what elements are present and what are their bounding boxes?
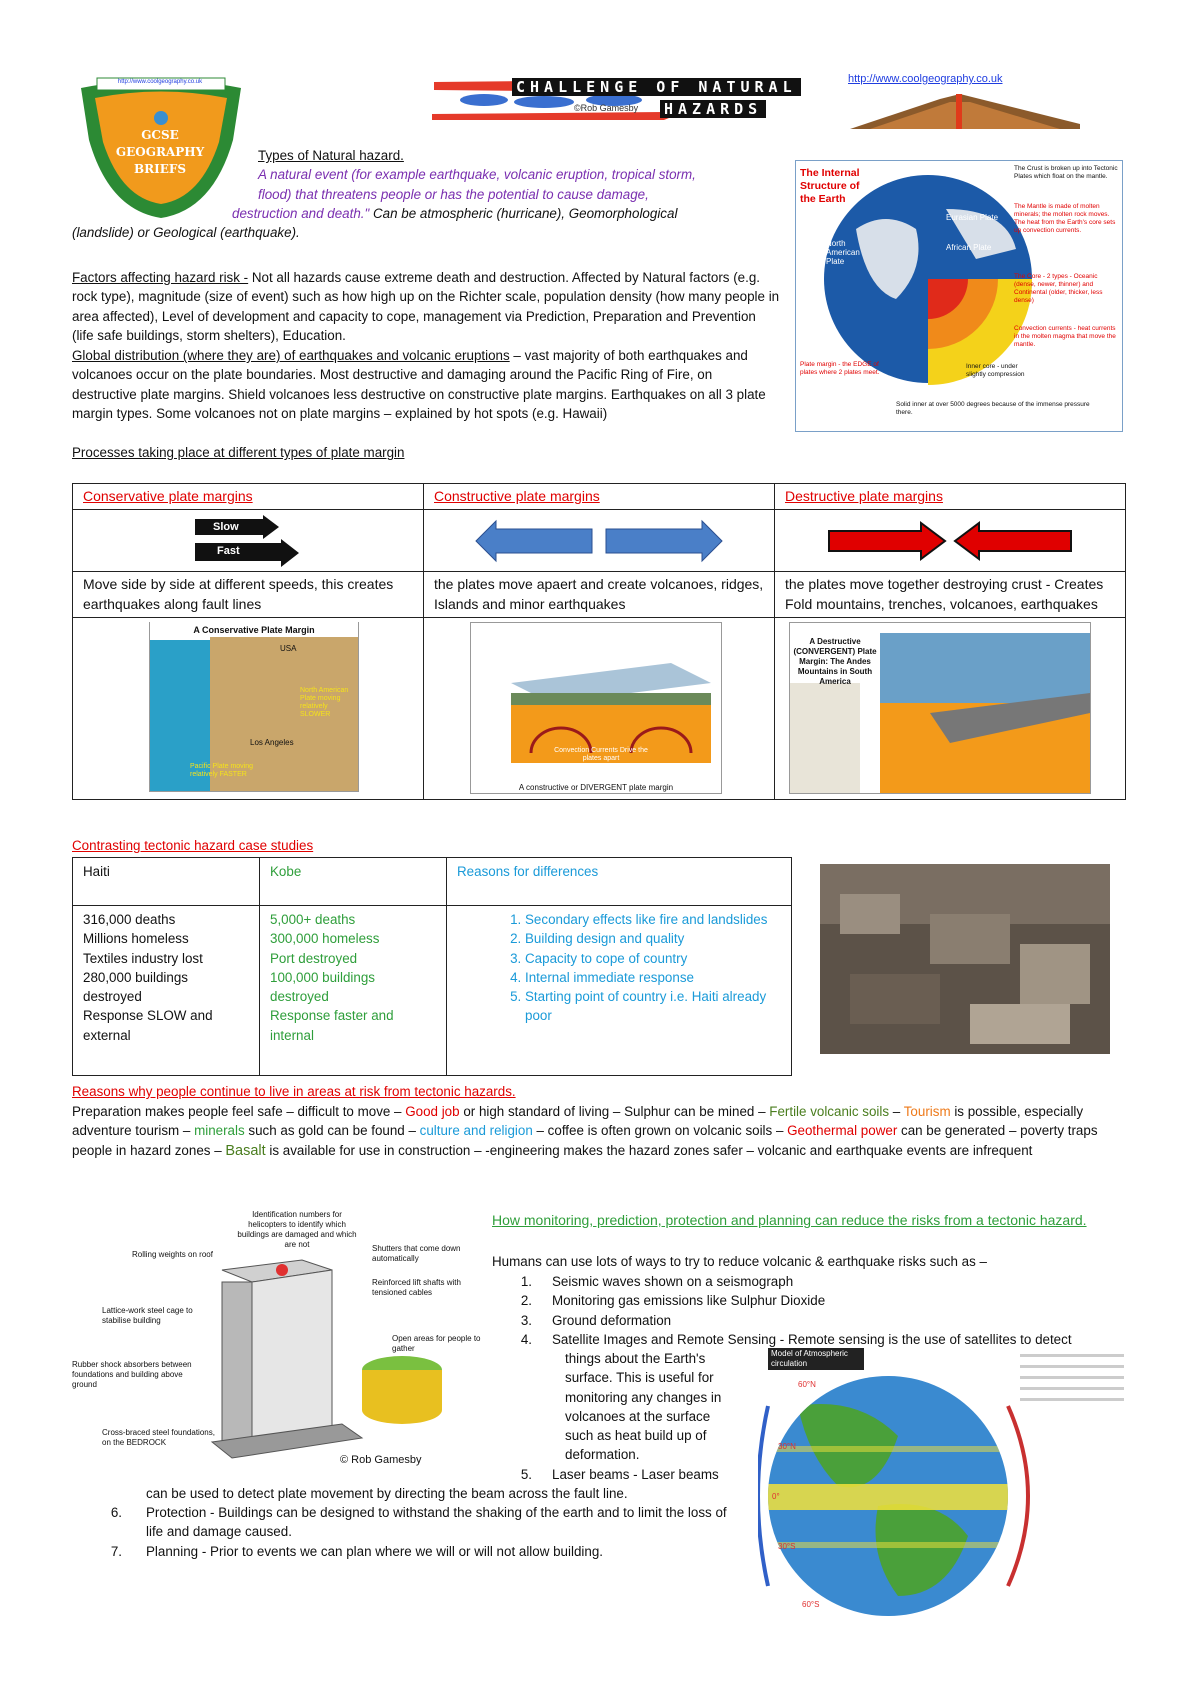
why-live-text: –	[889, 1104, 904, 1119]
latitude-60n: 60°N	[798, 1380, 816, 1389]
factors-heading: Factors affecting hazard risk -	[72, 270, 249, 285]
slow-fast-arrows-icon	[193, 515, 303, 567]
earth-structure-diagram	[795, 160, 1123, 432]
hazard-definition-line-2: flood) that threatens people or has the potential to cause damage,	[258, 186, 649, 202]
item-number: 2.	[520, 1293, 532, 1309]
constructive-caption: A constructive or DIVERGENT plate margin	[518, 782, 674, 792]
building-label-open-areas: Open areas for people to gather	[392, 1334, 481, 1353]
item-number: 7.	[110, 1543, 122, 1559]
reason-item: 5. Starting point of country i.e. Haiti already poor	[525, 987, 781, 1026]
hazard-categories-end: (landslide) or Geological (earthquake).	[72, 225, 300, 240]
item4-continuation	[565, 1349, 765, 1465]
item-text: Monitoring gas emissions like Sulphur Dioxide	[552, 1293, 826, 1309]
building-label-rolling-weights: Rolling weights on roof	[132, 1250, 213, 1259]
haiti-fact: Textiles industry lost	[83, 950, 203, 966]
earth-label-eurasian: Eurasian Plate	[946, 213, 999, 222]
item4-line: surface. This is useful for	[565, 1370, 714, 1386]
minerals-term: minerals	[194, 1123, 245, 1139]
conservative-image-cell	[73, 617, 424, 799]
reason-item: 1. Secondary effects like fire and landslides	[525, 910, 781, 929]
why-live-paragraph	[72, 1102, 1128, 1161]
haiti-fact: Response SLOW and external	[83, 1008, 213, 1043]
why-live-text: is available for use in construction – -engineering makes the hazard zones safer – volcanic and earthquake events are infrequent	[265, 1142, 1033, 1158]
converging-arrows-icon	[825, 521, 1075, 561]
distribution-paragraph	[72, 346, 780, 423]
earth-note-6: Inner core - under slightly compression	[966, 363, 1025, 378]
constructive-image-cell	[424, 617, 775, 799]
earth-note-3: The Core - 2 types - Oceanic (dense, newer, thinner) and Continental (older, thicker, less dense)	[1014, 273, 1103, 304]
item-number: 6.	[110, 1505, 122, 1520]
earth-note-1: The Crust is broken up into Tectonic Plates which float on the mantle.	[1014, 165, 1118, 180]
hazard-definition-line-1: A natural event (for example earthquake, volcanic eruption, tropical storm,	[258, 167, 696, 183]
latitude-30s: 30°S	[778, 1542, 796, 1551]
haiti-facts	[73, 906, 260, 1076]
reasons-list	[491, 910, 781, 1026]
item4-line: deformation.	[565, 1447, 640, 1463]
building-label-shock-absorbers: Rubber shock absorbers between foundations and building above ground	[72, 1360, 192, 1389]
case-studies-table	[72, 857, 792, 1076]
item-text: Planning - Prior to events we can plan where we will or will not allow building.	[146, 1543, 603, 1559]
building-label-lift-shafts: Reinforced lift shafts with tensioned cables	[372, 1278, 461, 1297]
item-number: 3.	[520, 1312, 532, 1328]
item4-line: things about the Earth's	[565, 1351, 706, 1366]
hazard-types-heading: Types of Natural hazard.	[258, 148, 404, 163]
why-live-text: – coffee is often grown on volcanic soils –	[532, 1123, 788, 1139]
earth-note-7: Solid inner at over 5000 degrees because of the immense pressure there.	[896, 401, 1090, 416]
reason-item: 4. Internal immediate response	[525, 968, 781, 987]
earth-label-african: African Plate	[946, 243, 992, 252]
monitoring-item	[72, 1542, 742, 1561]
why-live-text: is possible, especially adventure tourism –	[72, 1104, 1084, 1139]
item-text: Laser beams - Laser beams	[552, 1467, 719, 1482]
earthquake-damage-photo	[820, 864, 1110, 1054]
brief-logo-url: http://www.coolgeography.co.uk	[117, 79, 203, 85]
item-text: Seismic waves shown on a seismograph	[552, 1274, 794, 1289]
monitoring-list-lower	[72, 1503, 742, 1561]
haiti-fact: 316,000 deaths	[83, 912, 176, 927]
coolgeography-link[interactable]: http://www.coolgeography.co.uk	[848, 73, 1003, 85]
volcano-cross-section-icon	[850, 84, 1080, 129]
slow-label: Slow	[213, 521, 239, 534]
reason-item: 3. Capacity to cope of country	[525, 949, 781, 968]
kobe-header: Kobe	[260, 858, 447, 906]
haiti-header: Haiti	[73, 858, 260, 906]
kobe-fact: 100,000 buildings destroyed	[270, 969, 375, 1005]
earthquake-proof-building-diagram	[72, 1210, 492, 1478]
monitoring-item	[492, 1272, 1140, 1291]
hazard-definition-line-3: destruction and death."	[232, 206, 370, 221]
factors-paragraph	[72, 268, 780, 345]
tourism-term: Tourism	[903, 1104, 951, 1119]
item5-line	[492, 1465, 792, 1484]
constructive-margin-image	[470, 622, 722, 794]
constructive-convection-label: Convection Currents Drive the plates apart	[554, 746, 648, 762]
destructive-margin-image	[789, 622, 1091, 794]
conservative-margin-image	[149, 622, 359, 792]
destructive-description: the plates move together destroying crust - Creates Fold mountains, trenches, volcanoes, earthquakes	[775, 572, 1126, 618]
item-number: 5.	[520, 1467, 532, 1482]
latitude-30n: 30°N	[778, 1442, 796, 1451]
why-live-text: such as gold can be found –	[244, 1123, 420, 1139]
latitude-0: 0°	[772, 1492, 780, 1501]
item4-line: monitoring any changes in	[565, 1389, 722, 1405]
building-label-foundations: Cross-braced steel foundations, on the BEDROCK	[102, 1428, 215, 1447]
processes-heading: Processes taking place at different types of plate margin	[72, 445, 405, 460]
culture-term: culture and religion	[419, 1123, 533, 1139]
geothermal-term: Geothermal power	[787, 1123, 898, 1139]
constructive-description: the plates move apaert and create volcanoes, ridges, Islands and minor earthquakes	[424, 572, 775, 618]
brief-logo-line-1: GCSE	[141, 128, 179, 142]
case-studies-heading: Contrasting tectonic hazard case studies	[72, 838, 314, 853]
item-text: Satellite Images and Remote Sensing - Remote sensing is the use of satellites to detect	[552, 1331, 1072, 1347]
globe-notes-panel	[1020, 1346, 1124, 1546]
building-label-lattice-cage: Lattice-work steel cage to stabilise building	[102, 1306, 193, 1325]
latitude-60s: 60°S	[802, 1600, 820, 1609]
monitoring-heading: How monitoring, prediction, protection and planning can reduce the risks from a tectonic hazard.	[492, 1212, 1087, 1228]
earth-note-2: The Mantle is made of molten minerals; the molten rock moves. The heat from the Earth's core sets up convection currents.	[1014, 203, 1116, 234]
conservative-header: Conservative plate margins	[73, 484, 424, 510]
monitoring-item	[492, 1311, 1140, 1330]
hazard-categories: Can be atmospheric (hurricane), Geomorphological	[369, 206, 678, 221]
constructive-arrow-cell	[424, 510, 775, 572]
reasons-list-cell	[447, 906, 792, 1076]
distribution-text: – vast majority of both earthquakes and volcanoes occur on the plate boundaries. Most destructive and damaging around the Pacific Ring of Fire, on destructive plate margins. Shield volcanoes less destructive on constructive plate margins. Earthquakes on all 3 plate margin types. Some volcanoes not on plate margins – explained by hot spots (e.g. Hawaii)	[72, 348, 766, 421]
label-los-angeles: Los Angeles	[250, 737, 294, 747]
reasons-header: Reasons for differences	[447, 858, 792, 906]
earth-note-4: Convection currents - heat currents in the molten magma that move the mantle.	[1014, 325, 1116, 348]
monitoring-item	[72, 1503, 742, 1542]
good-job-term: Good job	[405, 1104, 460, 1119]
building-credit: © Rob Gamesby	[340, 1454, 422, 1466]
item4-line: volcanoes at the surface	[565, 1408, 711, 1424]
monitoring-item	[492, 1291, 1140, 1310]
banner-credit: ©Rob Gamesby	[574, 103, 639, 113]
brief-logo-line-2: GEOGRAPHY	[115, 145, 205, 159]
fast-label: Fast	[217, 545, 240, 558]
kobe-facts	[260, 906, 447, 1076]
kobe-fact: 5,000+ deaths	[270, 912, 356, 927]
reason-item: 2. Building design and quality	[525, 929, 781, 948]
destructive-image-cell	[775, 617, 1126, 799]
why-live-text: Preparation makes people feel safe – difficult to move –	[72, 1104, 406, 1119]
label-pacific-plate: Pacific Plate moving relatively FASTER	[190, 762, 254, 778]
conservative-arrow-cell	[73, 510, 424, 572]
conservative-description: Move side by side at different speeds, this creates earthquakes along fault lines	[73, 572, 424, 618]
item-text: Protection - Buildings can be designed to withstand the shaking of the earth and to limit the loss of life and damage caused.	[146, 1505, 727, 1540]
diverging-arrows-icon	[474, 519, 724, 563]
monitoring-list	[492, 1272, 1140, 1349]
item-number: 1.	[520, 1274, 532, 1289]
kobe-fact: Port destroyed	[270, 950, 358, 966]
why-live-text: or high standard of living – Sulphur can be mined –	[459, 1104, 770, 1119]
banner-title-line-1: CHALLENGE OF NATURAL	[512, 78, 801, 96]
conservative-caption: A Conservative Plate Margin	[150, 621, 358, 640]
fertile-soils-term: Fertile volcanic soils	[769, 1104, 890, 1119]
why-live-text: can be generated – poverty traps people in hazard zones –	[72, 1123, 1098, 1158]
haiti-fact: Millions homeless	[83, 931, 189, 947]
building-label-id-numbers: Identification numbers for helicopters to identify which buildings are damaged and which are not	[237, 1210, 357, 1249]
item4-line: such as heat build up of	[565, 1428, 707, 1444]
label-north-american-plate: North American Plate moving relatively SLOWER	[300, 686, 349, 718]
constructive-header: Constructive plate margins	[424, 484, 775, 510]
destructive-arrow-cell	[775, 510, 1126, 572]
kobe-fact: Response faster and internal	[270, 1008, 394, 1043]
kobe-fact: 300,000 homeless	[270, 931, 380, 947]
haiti-fact: 280,000 buildings destroyed	[83, 969, 188, 1005]
banner-title-line-2: HAZARDS	[660, 100, 766, 118]
distribution-heading: Global distribution (where they are) of earthquakes and volcanic eruptions	[72, 348, 510, 363]
earth-label-north-american: North American Plate	[826, 239, 860, 266]
earth-diagram-title: The Internal Structure of the Earth	[800, 167, 860, 205]
atmospheric-circulation-diagram	[758, 1346, 1126, 1636]
earth-note-5: Plate margin - the EDGE of plates where 2 plates meet.	[800, 361, 880, 376]
building-label-shutters: Shutters that come down automatically	[372, 1244, 461, 1263]
item-number: 4.	[520, 1331, 532, 1347]
monitoring-intro: Humans can use lots of ways to try to reduce volcanic & earthquake risks such as –	[492, 1254, 987, 1269]
item-text: Ground deformation	[552, 1312, 672, 1328]
label-usa: USA	[280, 643, 297, 653]
factors-text: Not all hazards cause extreme death and destruction. Affected by Natural factors (e.g. rock type), magnitude (size of event) such as how high up on the Richter scale, population density (how many people in area affected), Level of development and capacity to cope, management via Prediction, Preparation and Prevention (life safe buildings, storm shelters), Education.	[72, 270, 780, 343]
item5-continuation: can be used to detect plate movement by directing the beam across the fault line.	[146, 1486, 628, 1501]
why-live-heading: Reasons why people continue to live in areas at risk from tectonic hazards.	[72, 1084, 516, 1099]
basalt-term: Basalt	[225, 1142, 266, 1159]
brief-logo-line-3: BRIEFS	[133, 162, 187, 176]
destructive-header: Destructive plate margins	[775, 484, 1126, 510]
destructive-caption: A Destructive (CONVERGENT) Plate Margin: The Andes Mountains in South America	[793, 636, 877, 686]
globe-title: Model of Atmospheric circulation	[768, 1348, 864, 1370]
plate-margins-table	[72, 483, 1126, 800]
